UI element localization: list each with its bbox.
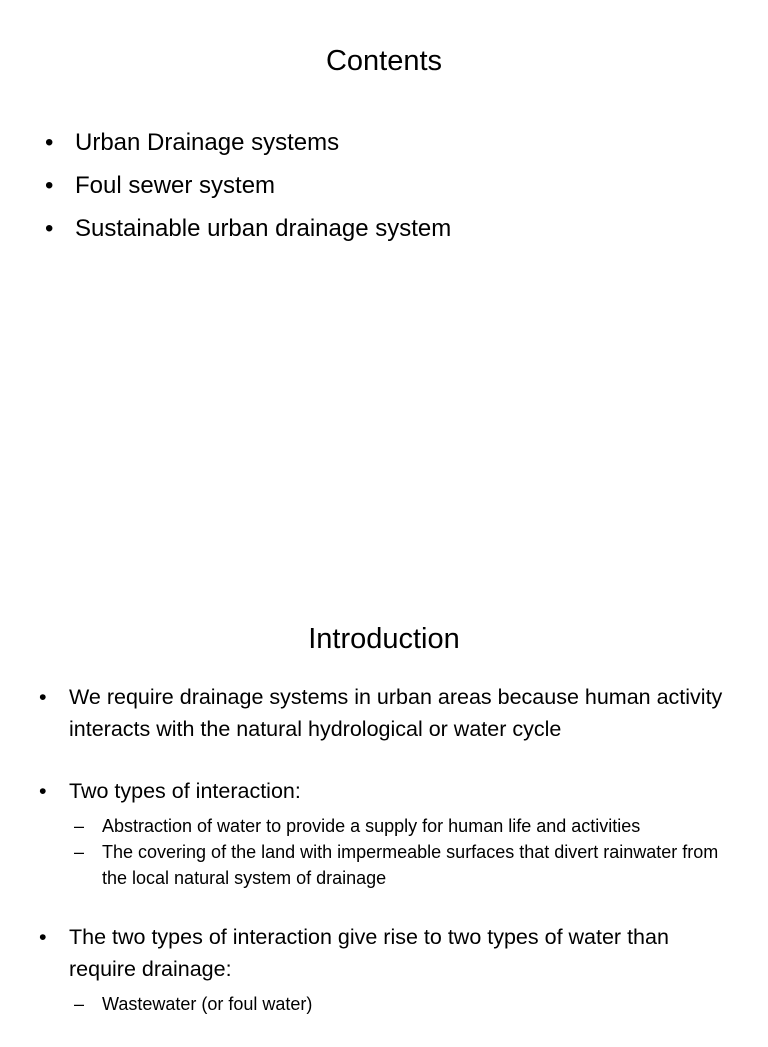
dash-icon: – [74,816,85,836]
list-item [39,921,729,1017]
dash-icon: – [74,842,85,862]
bullet-icon: • [39,779,47,803]
contents-list [45,121,735,250]
bullet-icon: • [45,172,54,199]
list-item-text: Foul sewer system [75,172,276,199]
sub-list-item [74,813,729,839]
sub-list-item [74,839,729,891]
introduction-slide [0,576,768,1024]
list-item [45,121,735,164]
list-item-text: We require drainage systems in urban areas because human activity interacts with the natural hydrological or water cycle [69,685,723,741]
slide-title: Introduction [308,623,460,655]
dash-icon: – [74,994,85,1014]
bullet-icon: • [39,685,47,709]
list-item-text: Urban Drainage systems [75,129,340,156]
list-item-text: Sustainable urban drainage system [75,215,452,242]
bullet-icon: • [45,215,54,242]
slide-title: Contents [325,45,443,77]
sub-list [74,991,729,1017]
introduction-list [39,681,729,1047]
bullet-icon: • [39,925,47,949]
list-item [45,207,735,250]
list-item-text: The two types of interaction give rise to two types of water than require drainage: [69,925,669,981]
sub-list-item-text: Wastewater (or foul water) [102,994,313,1014]
list-item [45,164,735,207]
bullet-icon: • [45,129,54,156]
list-item [39,681,729,745]
sub-list-item-text: Abstraction of water to provide a supply for human life and activities [102,816,641,836]
sub-list [74,813,729,891]
list-item [39,775,729,891]
sub-list-item-text: The covering of the land with impermeable surfaces that divert rainwater from the local natural system of drainage [102,842,719,888]
list-item-text: Two types of interaction: [69,779,301,803]
sub-list-item [74,991,729,1017]
